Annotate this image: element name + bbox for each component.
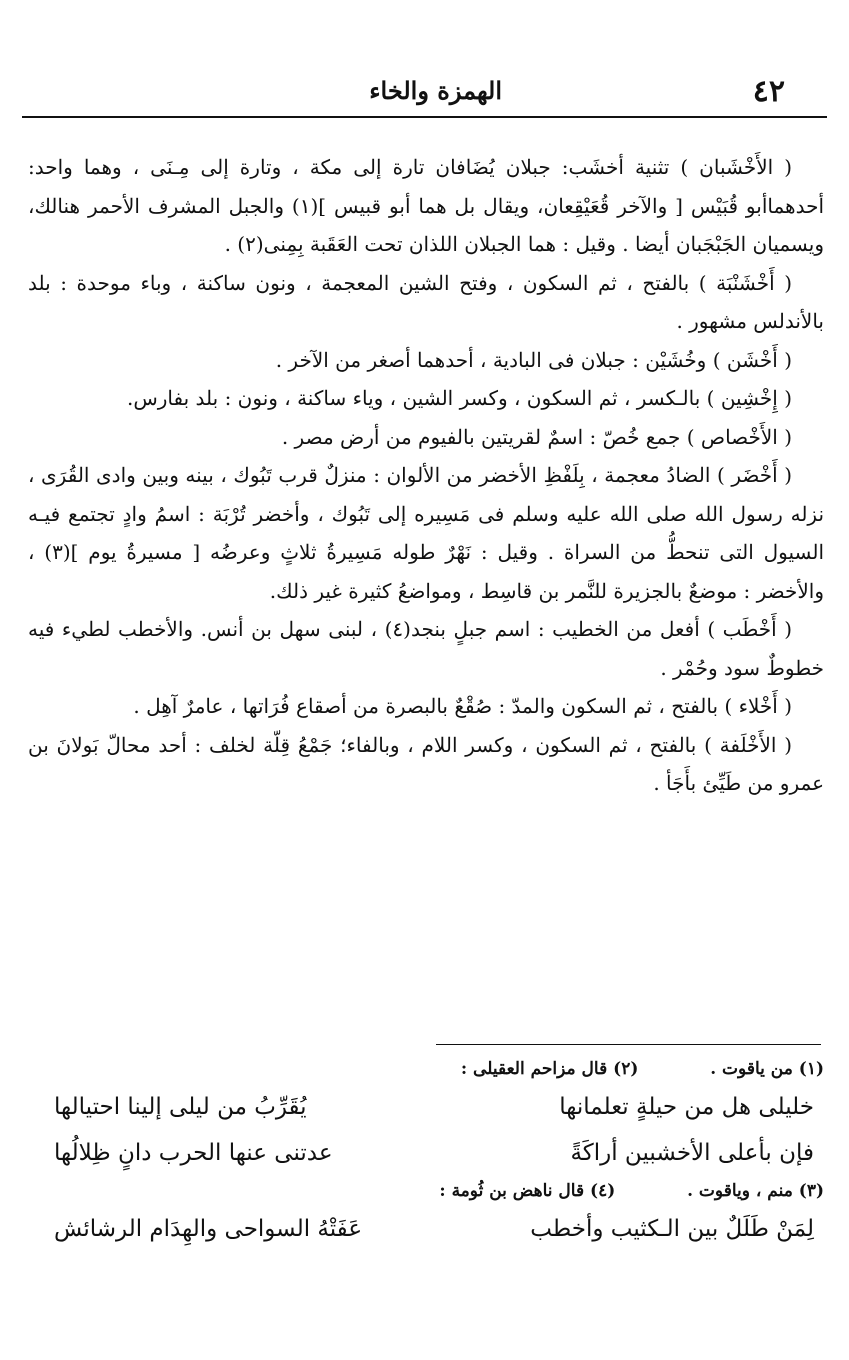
- verse-line: [28, 1130, 824, 1176]
- entry-line: ( الأَخْشَبان ) تثنية أخشَب: جبلان يُضَافان تارة إلى مكة ، وتارة إلى مِـنَى ، وهما واحد:: [28, 155, 792, 179]
- entry-line: بلد بالأندلس مشهور .: [28, 270, 824, 333]
- running-title: الهمزة والخاء: [369, 76, 502, 105]
- page-header: [22, 70, 827, 116]
- header-rule: [22, 116, 827, 118]
- verse-second-hemistich: يُقَرِّبُ من ليلى إلينا احتيالها: [54, 1094, 307, 1120]
- entry-line: ( أَخْطَب ) أفعل من الخطيب : اسم جبلٍ بنجد(٤) ، لبنى سهل بن أنس. والأخطب لطيء: [61, 617, 793, 641]
- entry-akhshanba: [28, 264, 824, 341]
- footnote-3: (٣) منم ، وياقوت .: [687, 1181, 824, 1201]
- entry-akhtab: [28, 610, 824, 687]
- footnote-line: [28, 1054, 824, 1084]
- entry-line: ( أَخْشَنْبَة ) بالفتح ، ثم السكون ، وفتح الشين المعجمة ، ونون ساكنة ، وباء موحدة :: [60, 270, 793, 295]
- footnote-line: [28, 1176, 824, 1206]
- verse-second-hemistich: عَفَتْهُ السواحى والهِدَام الرشائش: [54, 1216, 363, 1242]
- entry-line: أحدهماأبو قُبَيْس [ والآخر قُعَيْقِعان، ويقال بل هما أبو قبيس ](١) والجبل المشرف الأحمر هنالك،: [28, 193, 825, 218]
- entry-line: ( أَخْشَن ) وخُشَيْن : جبلان فى البادية ، أحدهما أصغر من الآخر .: [275, 347, 792, 372]
- entry-akhla: [28, 687, 824, 726]
- entry-akhlafa: [28, 726, 824, 803]
- entry-line: ( الأَخْصاص ) جمع خُصّ : اسمٌ لقريتين بالفيوم من أرض مصر .: [281, 424, 792, 449]
- footnote-4-intro: (٤) قال ناهض بن ثُومة :: [439, 1181, 616, 1201]
- entry-line: وادى القُرَى ، نزله رسول الله صلى الله عليه وسلم فى مَسِيره إلى تَبُوك ، وأخضر تُرْبَة : اسمُ: [28, 463, 825, 526]
- entry-akhsas: [28, 418, 824, 457]
- verse-first-hemistich: فإن بأعلى الأخشبين أراكَةً: [570, 1140, 814, 1166]
- entry-akhdar: [28, 456, 824, 610]
- entry-akhshaban: [28, 148, 824, 264]
- footnote-rule: [436, 1044, 821, 1045]
- verse-line: [28, 1206, 824, 1252]
- page-number: ٤٢: [752, 74, 785, 109]
- entry-line: ( أَخْضَر ) الضادُ معجمة ، بِلَفْظِ الأخضر من الألوان : منزلٌ قرب تَبُوك ، بينه وبين: [142, 463, 792, 487]
- entry-line: بَولانَ بن عمرو من طَيِّئ بأَجَأ .: [28, 732, 824, 795]
- footnote-2-intro: (٢) قال مزاحم العقيلى :: [460, 1059, 639, 1079]
- footnote-1: (١) من ياقوت .: [710, 1059, 824, 1079]
- entry-line: وادٍ تجتمع فيـه السيول التى تنحطُّ من السراة . وقيل : نَهْرٌ طوله مَسِيرةُ ثلاثٍ وعرضُه: [28, 501, 824, 564]
- verse-line: [28, 1084, 824, 1130]
- verse-second-hemistich: عدتنى عنها الحرب دانٍ ظِلالُها: [54, 1140, 333, 1166]
- entry-akhshan: [28, 341, 824, 380]
- verse-first-hemistich: لِمَنْ طَلَلٌ بين الـكثيب وأخطب: [530, 1216, 814, 1242]
- entry-ikhshin: [28, 379, 824, 418]
- main-text: [28, 148, 824, 803]
- entry-line: فيه خطوطٌ سود وحُمْر .: [28, 617, 824, 680]
- entry-line: ( إِخْشِين ) بالـكسر ، ثم السكون ، وكسر الشين ، وياء ساكنة ، ونون : بلد بفارس.: [126, 386, 792, 410]
- entry-line: ويسميان الجَبْجَبان أيضا . وقيل : هما الجبلان اللذان تحت العَقَبة بِمِنى(٢) .: [224, 232, 824, 256]
- entry-line: ( أَخْلاء ) بالفتح ، ثم السكون والمدّ : صُقْعٌ بالبصرة من أصقاع فُرَاتها ، عامرٌ آهِل .: [133, 694, 792, 718]
- entry-line: [ مسيرةُ يوم ](٣) ، والأخضر : موضعٌ بالجزيرة للنَّمر بن قاسِط ، ومواضعُ كثيرة غير ذلك.: [28, 540, 824, 603]
- verse-first-hemistich: خليلى هل من حيلةٍ تعلمانها: [559, 1094, 814, 1120]
- footnotes: [28, 1054, 824, 1252]
- entry-line: ( الأَخْلَفة ) بالفتح ، ثم السكون ، وكسر اللام ، وبالفاء؛ جَمْعُ قِلّة لخلف : أحد محالّ: [106, 732, 793, 757]
